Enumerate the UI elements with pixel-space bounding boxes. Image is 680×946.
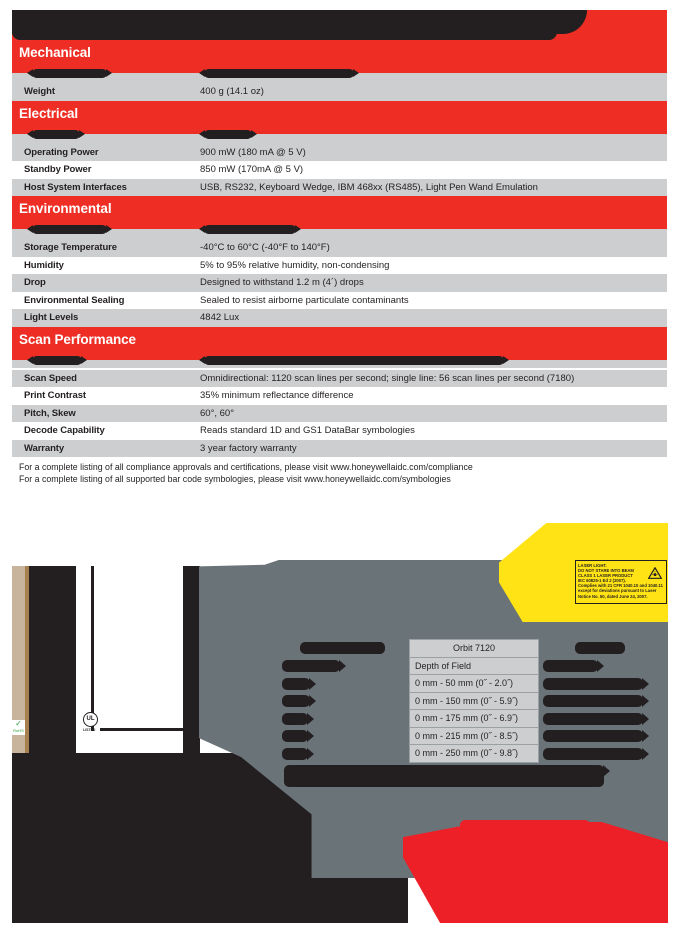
spec-row [12, 161, 667, 179]
ul-listed-icon: UL [83, 712, 98, 727]
spec-value: USB, RS232, Keyboard Wedge, IBM 468xx (RS485), Light Pen Wand Emulation [200, 181, 538, 193]
spec-label: Humidity [24, 259, 64, 271]
footnotes [19, 462, 473, 485]
laser-label-line: Notice No. 50, dated June 24, 2007. [578, 593, 648, 599]
table-cell: 0 mm - 50 mm (0˝ - 2.0˝) [410, 675, 539, 693]
spec-row [12, 309, 667, 327]
redaction-bar [543, 730, 643, 742]
spec-label: Operating Power [24, 146, 99, 158]
redacted-row [12, 353, 667, 370]
redaction-bar [282, 730, 308, 742]
spec-label: Weight [24, 86, 55, 98]
section-header-scan-performance: Scan Performance [12, 327, 667, 353]
redaction-bar [282, 660, 340, 672]
spec-value: -40°C to 60°C (-40°F to 140°F) [200, 242, 330, 254]
spec-row [12, 257, 667, 275]
redaction-bar [282, 748, 308, 760]
spec-value: 3 year factory warranty [200, 442, 297, 454]
redaction-bar [543, 660, 598, 672]
redaction-bar [284, 765, 604, 787]
footnote-compliance: For a complete listing of all compliance approvals and certifications, please visit www.honeywellaidc.com/compliance [19, 462, 473, 472]
spec-value: Designed to withstand 1.2 m (4´) drops [200, 277, 364, 289]
section-header-mechanical: Mechanical [12, 40, 667, 66]
laser-label-line: CLASS 1 LASER PRODUCT [578, 573, 633, 579]
laser-warning-icon [648, 567, 662, 579]
redaction-bar [300, 642, 385, 654]
spec-label: Storage Temperature [24, 242, 117, 254]
spec-label: Print Contrast [24, 390, 86, 402]
back-cover-graphic [0, 520, 680, 946]
spec-row [12, 274, 667, 292]
laser-label-line: LASER LIGHT. [578, 563, 607, 568]
spec-value: Omnidirectional: 1120 scan lines per second; single line: 56 scan lines per second (7180) [200, 372, 575, 384]
spec-value: 900 mW (180 mA @ 5 V) [200, 146, 306, 158]
section-header-electrical: Electrical [12, 101, 667, 127]
spec-label: Decode Capability [24, 425, 105, 437]
laser-label-line: except for deviations pursuant to Laser [578, 588, 657, 594]
redaction-bar [282, 695, 310, 707]
spec-value: 60°, 60° [200, 407, 235, 419]
redaction-bar [282, 713, 308, 725]
table-cell: 0 mm - 150 mm (0˝ - 5.9˝) [410, 692, 539, 710]
spec-row [12, 179, 667, 197]
redaction-bar [32, 225, 107, 234]
redacted-block [183, 566, 200, 753]
divider-line [100, 728, 184, 731]
spec-row [12, 83, 667, 101]
spec-row [12, 422, 667, 440]
redacted-row [12, 66, 667, 83]
table-cell: 0 mm - 215 mm (0˝ - 8.5˝) [410, 727, 539, 745]
redaction-bar [32, 69, 107, 78]
divider-line [91, 566, 94, 731]
section-header-environmental: Environmental [12, 196, 667, 222]
redacted-title [12, 10, 587, 34]
redacted-block [29, 566, 76, 753]
redaction-bar [543, 695, 643, 707]
spec-value: Reads standard 1D and GS1 DataBar symbologies [200, 425, 415, 437]
redacted-row [12, 222, 667, 239]
title-band [12, 10, 667, 40]
spec-value: 850 mW (170mA @ 5 V) [200, 164, 304, 176]
laser-label-line: DO NOT STARE INTO BEAM [578, 568, 634, 574]
redaction-bar [282, 678, 310, 690]
spec-label: Scan Speed [24, 372, 77, 384]
spec-label: Environmental Sealing [24, 294, 125, 306]
laser-label-line: Complies with 21 CFR 1040.10 and 1040.11 [578, 583, 663, 589]
spec-value: Sealed to resist airborne particulate contaminants [200, 294, 409, 306]
table-header-model: Orbit 7120 [410, 640, 539, 658]
spec-sheet [12, 10, 667, 457]
redaction-bar [543, 748, 643, 760]
spec-row [12, 144, 667, 162]
spec-label: Light Levels [24, 312, 79, 324]
table-subheader: Depth of Field [410, 657, 539, 675]
redaction-bar [543, 678, 643, 690]
spec-value: 4842 Lux [200, 312, 240, 324]
table-cell: 0 mm - 250 mm (0˝ - 9.8˝) [410, 745, 539, 763]
rohs-label: RoHS [13, 728, 24, 733]
redaction-bar [204, 69, 354, 78]
spec-row [12, 405, 667, 423]
spec-value: 35% minimum reflectance difference [200, 390, 354, 402]
brand-red-panel [403, 822, 668, 923]
depth-of-field-table [409, 639, 539, 763]
spec-value: 400 g (14.1 oz) [200, 86, 264, 98]
redaction-bar [543, 713, 643, 725]
table-cell: 0 mm - 175 mm (0˝ - 6.9˝) [410, 710, 539, 728]
rohs-mark [12, 720, 25, 735]
spec-label: Standby Power [24, 164, 92, 176]
spec-row [12, 440, 667, 458]
redaction-bar [32, 130, 80, 139]
redaction-bar [204, 225, 296, 234]
spec-label: Pitch, Skew [24, 407, 76, 419]
redacted-row [12, 127, 667, 144]
footnote-symbologies: For a complete listing of all supported bar code symbologies, please visit www.honeywellaidc.com/symbologies [19, 473, 451, 484]
redaction-bar [32, 356, 82, 365]
spec-label: Host System Interfaces [24, 181, 127, 193]
laser-label-line: IEC 60825-1 Ed 2 (2007). [578, 578, 626, 584]
redaction-bar [204, 356, 504, 365]
ul-listed-label: LISTED [83, 728, 96, 732]
spec-row [12, 292, 667, 310]
laser-warning-label [575, 560, 667, 604]
redaction-bar [575, 642, 625, 654]
spec-label: Warranty [24, 442, 65, 454]
spec-row [12, 239, 667, 257]
check-icon: ✓ [15, 719, 22, 728]
spec-row [12, 370, 667, 388]
redacted-logo [460, 820, 590, 830]
spec-value: 5% to 95% relative humidity, non-condensing [200, 259, 390, 271]
redaction-bar [204, 130, 252, 139]
spec-label: Drop [24, 277, 46, 289]
spec-row [12, 387, 667, 405]
